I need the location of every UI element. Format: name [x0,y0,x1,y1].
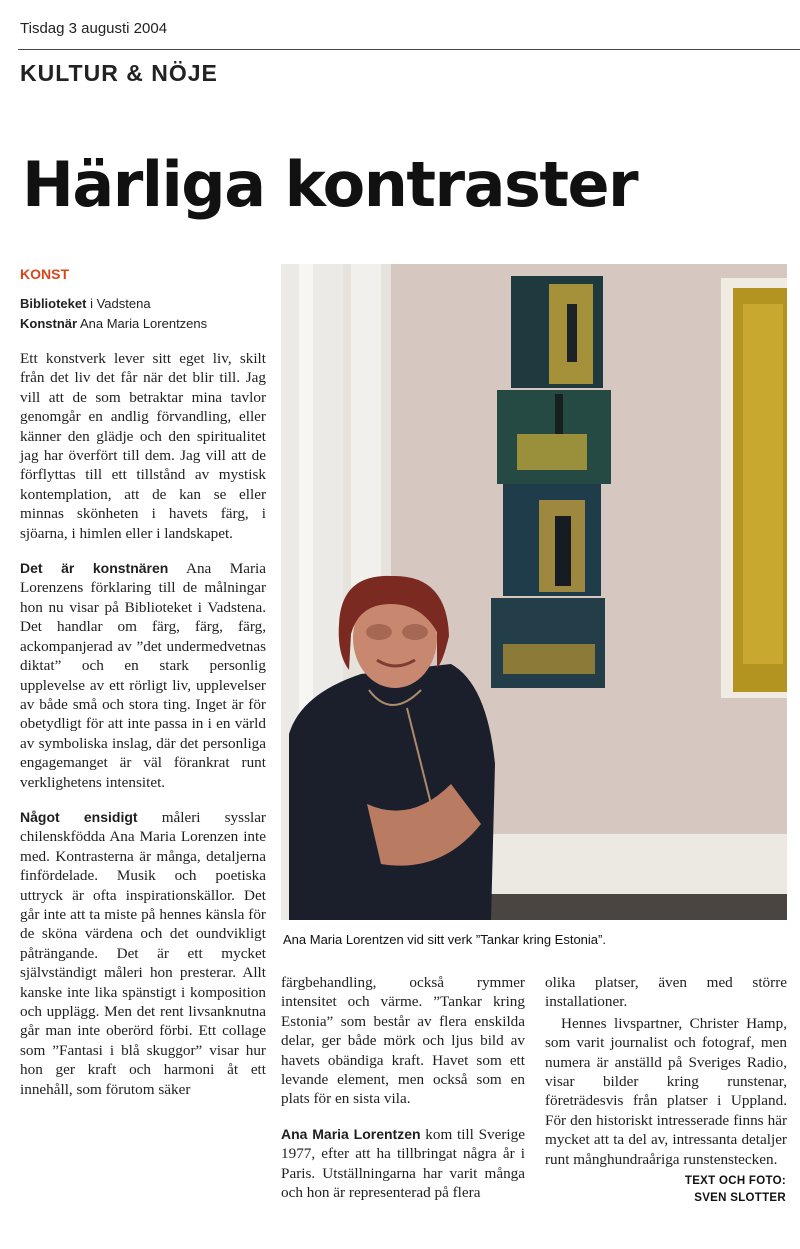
paragraph-lead: Ana Maria Lorentzen [281,1125,421,1142]
section-title: KULTUR & NÖJE [20,60,218,86]
paragraph: Hennes livspartner, Christer Hamp, som varit journalist och fotograf, men numera är anställd på Sveriges Radio, visar bilder kring runstenar, företrädesvis från platser i Uppland. För den historiskt intresserade finns här mycket att ta del av, intressanta detaljer runt månghundraåriga runstenstecken. [545,1014,787,1168]
fact-box [20,294,207,334]
article-column-1 [20,349,266,1115]
article-column-3 [545,973,787,1185]
photo-caption: Ana Maria Lorentzen vid sitt verk ”Tankar kring Estonia”. [283,932,606,947]
byline-name: SVEN SLOTTER [694,1192,786,1204]
fact-artist: Konstnär Ana Maria Lorentzens [20,316,208,331]
fact-venue: Biblioteket i Vadstena [20,296,151,311]
paragraph-lead: Något ensidigt [20,808,138,825]
kicker-label: KONST [20,266,69,282]
masthead-rule [18,49,800,50]
paragraph-lead: Det är konstnären [20,560,169,577]
headline: Härliga kontraster [22,148,638,221]
byline-label: TEXT OCH FOTO: [684,1175,786,1187]
issue-date: Tisdag 3 augusti 2004 [20,20,168,37]
byline [685,1173,786,1207]
article-column-2 [281,973,525,1218]
paragraph: Ana Maria Lorentzen kom till Sverige 1977, efter att ha tillbringat några år i Paris. Utställningarna har varit många och hon är representerad på flera [281,1125,525,1202]
article-photo [281,264,787,920]
paragraph: olika platser, även med större installationer. [545,974,787,1011]
paragraph: Något ensidigt måleri sysslar chilenskfödda Ana Maria Lorenzen inte med. Kontrasterna är många, detaljerna finfördelade. Musik och poetiska uttryck är ofta inspirationskällor. Det går inte att ta miste på hennes känsla för de sköna värdena och det oundvikligt påträngande. Det är ett mycket självständigt måleri hon presterar. Allt kanske inte lika spänstigt i komposition och upplägg. Men det rent livsanknutna går man inte oberörd förbi. Ett collage som ”Fantasi i blå skuggor” visar hur hon ger kraft och harmoni åt ett innehåll, som förutom säker [20,808,266,1098]
paragraph: Det är konstnären Ana Maria Lorenzens förklaring till de målningar hon nu visar på Biblioteket i Vadstena. Det handlar om färg, färg, färg, ackompanjerad av ”det undermedvetnas diktat” och en stark personlig upplevelse av ett rörligt liv, upplevelser av både små och stora ting. Inget är för obetydligt för att inte passa in i en värld av symboliska inslag, där det personliga engagemanget är väl förankrat runt verklighetens intensitet. [20,560,266,791]
paragraph: Ett konstverk lever sitt eget liv, skilt från det liv det får när det blir till. Jag vill att de som betraktar mina tavlor genomgår en andlig förvandling, eller känner den glädje och den spiritualitet jag har överfört till dem. Jag vill att de förflyttas till ett tillstånd av mystisk kontemplation, att de kan se eller minnas skönheten i havets färg, i sjöarna, i himlen eller i landskapet. [20,350,266,542]
paragraph: färgbehandling, också rymmer intensitet och värme. ”Tankar kring Estonia” som består av flera enskilda delar, ger både mörk och ljus bild av havets obändiga kraft. Havet som ett levande element, men också som en plats för en sista vila. [281,974,525,1108]
